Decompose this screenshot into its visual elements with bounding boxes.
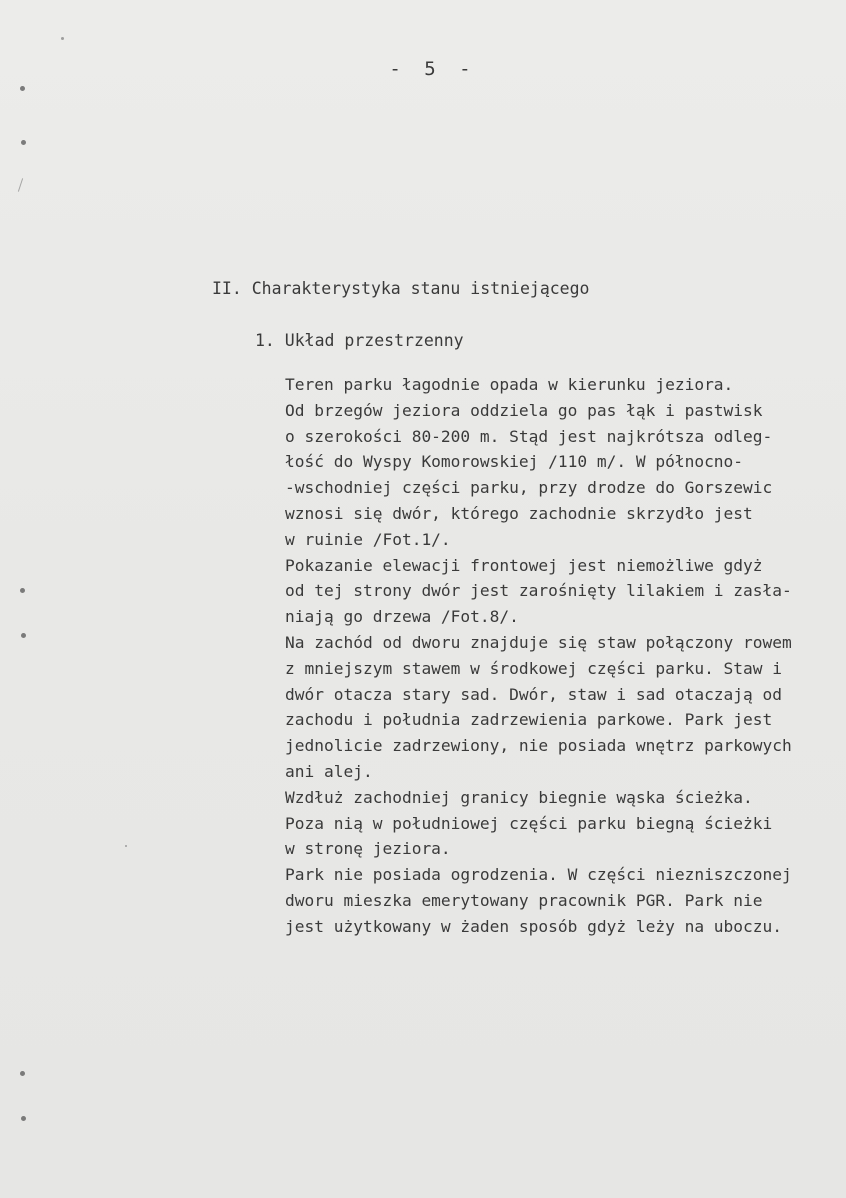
body-line: -wschodniej części parku, przy drodze do Gorszewic (285, 478, 773, 498)
binder-hole-mark (21, 633, 26, 638)
body-line: o szerokości 80-200 m. Stąd jest najkrótsza odleg- (285, 426, 773, 446)
body-line: jednolicie zadrzewiony, nie posiada wnętrz parkowych (285, 736, 792, 756)
body-line: Wzdłuż zachodniej granicy biegnie wąska ścieżka. (285, 787, 753, 807)
body-line: niają go drzewa /Fot.8/. (285, 607, 519, 627)
body-line: z mniejszym stawem w środkowej części parku. Staw i (285, 658, 783, 678)
body-line: zachodu i południa zadrzewienia parkowe. Park jest (285, 710, 773, 730)
body-line: Teren parku łagodnie opada w kierunku jeziora. (285, 375, 734, 394)
binder-hole-mark (20, 86, 25, 91)
body-line: Pokazanie elewacji frontowej jest niemożliwe gdyż (285, 555, 763, 575)
binder-hole-mark (21, 140, 26, 145)
body-line: w stronę jeziora. (285, 839, 451, 859)
body-line: Park nie posiada ogrodzenia. W części niezniszczonej (285, 865, 792, 885)
body-line: Poza nią w południowej części parku biegną ścieżki (285, 813, 773, 833)
body-line: dwór otacza stary sad. Dwór, staw i sad otaczają od (285, 684, 783, 704)
body-line: ani alej. (285, 761, 373, 781)
body-line: od tej strony dwór jest zarośnięty lilakiem i zasła- (285, 581, 792, 601)
body-line: Na zachód od dworu znajduje się staw połączony rowem (285, 632, 792, 652)
body-line: Od brzegów jeziora oddziela go pas łąk i pastwisk (285, 400, 763, 420)
subsection-heading: 1. Układ przestrzenny (255, 331, 464, 350)
section-heading: II. Charakterystyka stanu istniejącego (212, 279, 590, 298)
body-line: dworu mieszka emerytowany pracownik PGR. Park nie (285, 890, 763, 910)
body-line: łość do Wyspy Komorowskiej /110 m/. W północno- (285, 452, 744, 472)
binder-hole-mark (20, 588, 25, 593)
body-line: w ruinie /Fot.1/. (285, 529, 451, 549)
body-text (285, 372, 845, 940)
page-number: - 5 - (389, 58, 477, 80)
binder-hole-mark (21, 1116, 26, 1121)
body-line: wznosi się dwór, którego zachodnie skrzydło jest (285, 503, 753, 523)
paper-speck (125, 845, 127, 847)
binder-hole-mark (20, 1071, 25, 1076)
paper-speck (61, 37, 64, 40)
paper-scratch (18, 178, 23, 192)
body-line: jest użytkowany w żaden sposób gdyż leży na uboczu. (285, 916, 783, 936)
